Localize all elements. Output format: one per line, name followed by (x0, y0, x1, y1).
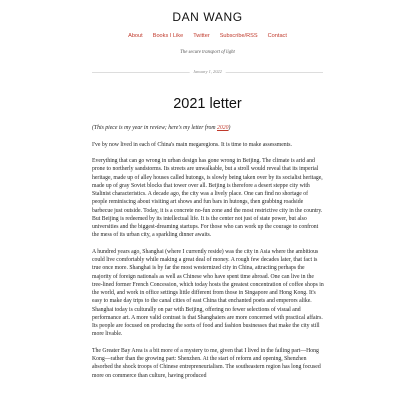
body-paragraph: Everything that can go wrong in urban design has gone wrong in Beijing. The climate is arid and prone to northerly sandstorms. Its streets are unwalkable, but a stroll would reveal that its imperial heritage, made up of alley houses called hutongs, is slowly being taken over by its socialist heritage, made up of gray Soviet blocks that tower over all. Beijing is therefore a desert steppe city with Stalinist characteristics. A decade ago, the city was a lively place. One can find no shortage of people reminiscing about visiting art shows and fun bars in hutongs, then grabbing roadside barbecue just outside. Today, it is a concrete no-fun zone and the most restrictive city in the country. But Beijing is redeemed by its intellectual life. It is the center not just of state power, but also universities and the biggest-dreaming startups. For those who can work up the courage to confront the mess of its urban city, a sparkling dinner awaits. (92, 158, 323, 239)
body-paragraph: The Greater Bay Area is a bit more of a mystery to me, given that I lived in the failing part—Hong Kong—rather than the growing part: Shenzhen. At the start of reform and opening, Shenzhen absorbed the shock troops of Chinese entrepreneurialism. The southeastern region has long focused more on commerce than culture, having produced (92, 347, 321, 379)
main-nav (0, 33, 415, 39)
intro-text-prefix: (This piece is my year in review; here's my letter from (92, 125, 217, 131)
nav-link-about[interactable]: About (128, 33, 143, 39)
nav-link-books[interactable]: Books I Like (152, 33, 184, 39)
body-paragraph: A hundred years ago, Shanghai (where I currently reside) was the city in Asia where the ambitious could live comfortably while making a great deal of money. A rough few decades later, that fact is true once more. Shanghai is by far the most westernized city in China, attracting perhaps the majority of foreign nationals as well as Chinese who have spent time abroad. One can live in the tree-lined former French Concession, which today hosts the greatest concentration of coffee shops in the world, and work in office settings little different from those in Singapore and Hong Kong. It's easy to make day trips to the canal cities of east China that enchanted poets and emperors alike. Shanghai today is culturally on par with Beijing, offering no fewer selections of visual and performance art. A more valid contrast is that Shanghaiers are more concerned with practical affairs. Its people are focused on producing the sorts of food and fashion businesses that make the city still more livable. (92, 248, 324, 338)
intro-text-suffix: ) (228, 125, 231, 131)
post-date: January 1, 2022 (189, 68, 226, 76)
post-content (92, 124, 324, 388)
site-title[interactable]: DAN WANG (172, 10, 243, 24)
site-tagline: The secure transport of light (180, 50, 235, 55)
nav-link-subscribe-rss[interactable]: Subscribe/RSS (219, 33, 258, 39)
intro-paragraph (92, 124, 324, 132)
body-paragraph: I've by now lived in each of China's main megaregions. It is time to make assessments. (92, 141, 292, 148)
letter-2020-link[interactable]: 2020 (216, 125, 229, 131)
post-title: 2021 letter (173, 96, 242, 112)
post-date-row (92, 68, 323, 76)
nav-link-twitter[interactable]: Twitter (193, 33, 210, 39)
nav-link-contact[interactable]: Contact (267, 33, 287, 39)
